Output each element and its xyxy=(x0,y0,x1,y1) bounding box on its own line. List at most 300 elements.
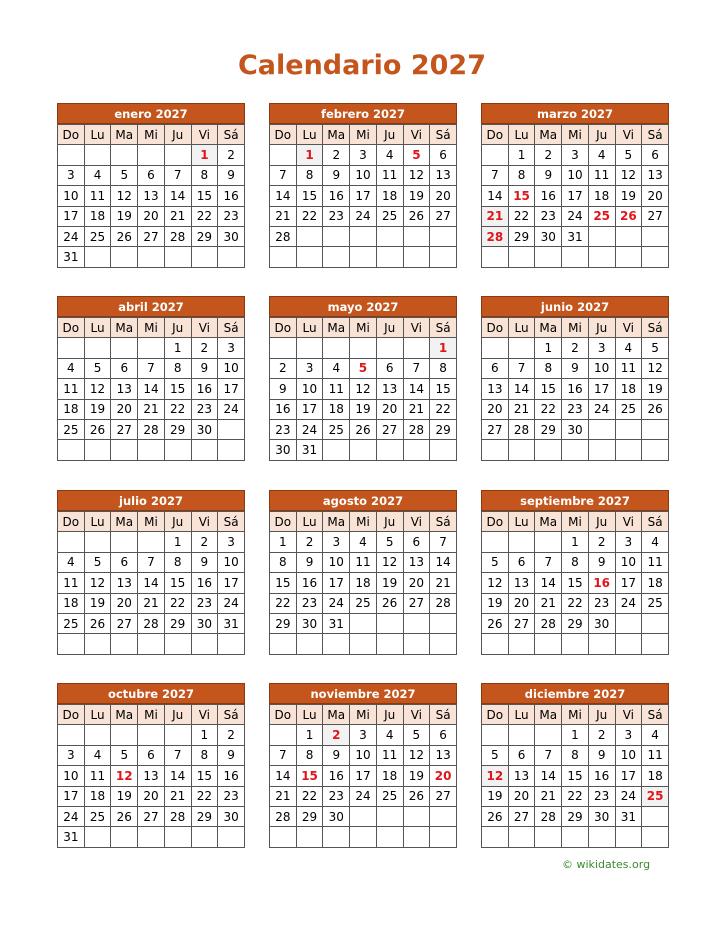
month-title: diciembre 2027 xyxy=(481,683,669,704)
empty-day-cell xyxy=(296,247,323,267)
empty-day-cell xyxy=(138,634,165,654)
week-row xyxy=(58,165,245,185)
day-cell: 25 xyxy=(615,399,642,419)
week-row xyxy=(58,379,245,399)
month-title: junio 2027 xyxy=(481,296,669,317)
day-cell: 9 xyxy=(191,552,218,572)
empty-day-cell xyxy=(535,532,562,552)
day-cell: 25 xyxy=(84,806,111,826)
empty-day-cell xyxy=(350,338,377,358)
week-row xyxy=(270,766,457,786)
weekday-label: Lu xyxy=(508,705,535,725)
day-cell: 9 xyxy=(588,745,615,765)
day-cell: 13 xyxy=(430,165,457,185)
day-cell: 20 xyxy=(111,399,138,419)
day-cell: 10 xyxy=(350,165,377,185)
day-cell: 15 xyxy=(296,186,323,206)
week-row xyxy=(58,573,245,593)
day-cell: 23 xyxy=(191,593,218,613)
day-cell: 18 xyxy=(84,206,111,226)
week-row xyxy=(58,338,245,358)
day-cell: 30 xyxy=(588,806,615,826)
weekday-label: Ma xyxy=(535,125,562,145)
day-cell: 3 xyxy=(323,532,350,552)
weekday-label: Mi xyxy=(562,705,589,725)
day-cell: 17 xyxy=(615,766,642,786)
day-cell: 19 xyxy=(111,786,138,806)
day-cell: 2 xyxy=(323,145,350,165)
week-row xyxy=(482,440,669,460)
month-title: octubre 2027 xyxy=(57,683,245,704)
day-cell: 10 xyxy=(218,358,245,378)
weekday-label: Ma xyxy=(535,705,562,725)
week-row xyxy=(270,379,457,399)
empty-day-cell xyxy=(270,634,297,654)
day-cell: 24 xyxy=(615,593,642,613)
day-cell: 6 xyxy=(508,552,535,572)
weekday-label: Mi xyxy=(562,512,589,532)
weekday-label: Do xyxy=(270,318,297,338)
week-row xyxy=(58,766,245,786)
empty-day-cell xyxy=(164,827,191,847)
empty-day-cell xyxy=(111,634,138,654)
empty-day-cell xyxy=(430,226,457,246)
day-cell: 21 xyxy=(430,573,457,593)
empty-day-cell xyxy=(58,532,85,552)
weekday-label: Ju xyxy=(376,125,403,145)
weekday-label: Do xyxy=(482,125,509,145)
empty-day-cell xyxy=(191,634,218,654)
day-cell: 18 xyxy=(58,593,85,613)
weekday-label: Lu xyxy=(508,512,535,532)
day-cell: 29 xyxy=(296,806,323,826)
week-row xyxy=(270,552,457,572)
empty-day-cell xyxy=(508,247,535,267)
day-cell: 25 xyxy=(376,786,403,806)
day-cell: 10 xyxy=(296,379,323,399)
empty-day-cell xyxy=(482,338,509,358)
day-cell: 11 xyxy=(588,165,615,185)
week-row xyxy=(270,806,457,826)
day-cell: 18 xyxy=(615,379,642,399)
week-row xyxy=(482,358,669,378)
day-cell: 17 xyxy=(323,573,350,593)
day-cell: 3 xyxy=(615,725,642,745)
day-cell: 22 xyxy=(296,206,323,226)
day-cell: 25 xyxy=(642,593,669,613)
month-table xyxy=(269,511,457,655)
week-row xyxy=(58,399,245,419)
month-block xyxy=(57,490,245,655)
day-cell: 13 xyxy=(508,766,535,786)
day-cell: 20 xyxy=(508,786,535,806)
day-cell: 2 xyxy=(218,725,245,745)
day-cell: 5 xyxy=(615,145,642,165)
day-cell: 11 xyxy=(84,186,111,206)
empty-day-cell xyxy=(350,806,377,826)
day-cell: 12 xyxy=(403,745,430,765)
weekday-label: Do xyxy=(270,512,297,532)
day-cell: 19 xyxy=(403,186,430,206)
day-cell: 8 xyxy=(508,165,535,185)
day-cell: 27 xyxy=(508,613,535,633)
weekday-label: Mi xyxy=(350,125,377,145)
day-cell: 24 xyxy=(350,206,377,226)
empty-day-cell xyxy=(111,827,138,847)
weekday-label: Mi xyxy=(562,125,589,145)
empty-day-cell xyxy=(376,440,403,460)
day-cell: 22 xyxy=(535,399,562,419)
empty-day-cell xyxy=(350,226,377,246)
page-title: Calendario 2027 xyxy=(237,50,487,81)
weekday-row xyxy=(482,512,669,532)
week-row xyxy=(270,206,457,226)
holiday-day-cell: 28 xyxy=(482,226,509,246)
day-cell: 7 xyxy=(270,745,297,765)
day-cell: 1 xyxy=(270,532,297,552)
empty-day-cell xyxy=(482,827,509,847)
weekday-label: Do xyxy=(58,318,85,338)
day-cell: 5 xyxy=(111,745,138,765)
month-block xyxy=(269,296,457,461)
month-table xyxy=(269,317,457,461)
day-cell: 28 xyxy=(535,613,562,633)
weekday-label: Ju xyxy=(164,125,191,145)
weekday-row xyxy=(58,318,245,338)
day-cell: 23 xyxy=(323,786,350,806)
empty-day-cell xyxy=(403,806,430,826)
empty-day-cell xyxy=(58,725,85,745)
weekday-label: Do xyxy=(270,125,297,145)
weekday-label: Ma xyxy=(323,125,350,145)
week-row xyxy=(58,827,245,847)
empty-day-cell xyxy=(350,634,377,654)
empty-day-cell xyxy=(376,226,403,246)
day-cell: 19 xyxy=(482,593,509,613)
week-row xyxy=(58,532,245,552)
empty-day-cell xyxy=(138,145,165,165)
day-cell: 21 xyxy=(535,786,562,806)
day-cell: 6 xyxy=(111,358,138,378)
day-cell: 15 xyxy=(164,573,191,593)
weekday-label: Mi xyxy=(350,512,377,532)
month-title: agosto 2027 xyxy=(269,490,457,511)
empty-day-cell xyxy=(482,532,509,552)
day-cell: 27 xyxy=(508,806,535,826)
week-row xyxy=(482,786,669,806)
day-cell: 3 xyxy=(588,338,615,358)
month-table xyxy=(57,704,245,848)
week-row xyxy=(270,573,457,593)
week-row xyxy=(270,165,457,185)
weekday-label: Lu xyxy=(296,125,323,145)
day-cell: 6 xyxy=(111,552,138,572)
empty-day-cell xyxy=(58,338,85,358)
empty-day-cell xyxy=(84,247,111,267)
weekday-label: Do xyxy=(482,318,509,338)
week-row xyxy=(58,786,245,806)
day-cell: 17 xyxy=(562,186,589,206)
day-cell: 14 xyxy=(164,766,191,786)
week-row xyxy=(270,358,457,378)
day-cell: 13 xyxy=(138,766,165,786)
day-cell: 20 xyxy=(430,186,457,206)
day-cell: 14 xyxy=(138,573,165,593)
weekday-label: Vi xyxy=(615,318,642,338)
week-row xyxy=(270,399,457,419)
day-cell: 27 xyxy=(403,593,430,613)
empty-day-cell xyxy=(615,634,642,654)
empty-day-cell xyxy=(111,532,138,552)
day-cell: 24 xyxy=(588,399,615,419)
day-cell: 29 xyxy=(191,806,218,826)
day-cell: 30 xyxy=(191,613,218,633)
day-cell: 7 xyxy=(164,745,191,765)
day-cell: 7 xyxy=(270,165,297,185)
empty-day-cell xyxy=(138,532,165,552)
holiday-day-cell: 5 xyxy=(403,145,430,165)
day-cell: 16 xyxy=(218,186,245,206)
weekday-label: Sá xyxy=(430,125,457,145)
week-row xyxy=(58,725,245,745)
day-cell: 15 xyxy=(191,186,218,206)
week-row xyxy=(270,786,457,806)
day-cell: 6 xyxy=(642,145,669,165)
weekday-row xyxy=(482,318,669,338)
holiday-day-cell: 25 xyxy=(642,786,669,806)
weekday-label: Sá xyxy=(642,512,669,532)
week-row xyxy=(482,593,669,613)
empty-day-cell xyxy=(615,419,642,439)
empty-day-cell xyxy=(403,226,430,246)
day-cell: 22 xyxy=(562,593,589,613)
empty-day-cell xyxy=(218,440,245,460)
day-cell: 12 xyxy=(642,358,669,378)
empty-day-cell xyxy=(376,827,403,847)
empty-day-cell xyxy=(403,247,430,267)
month-block xyxy=(481,296,669,461)
weekday-label: Vi xyxy=(403,705,430,725)
day-cell: 29 xyxy=(164,419,191,439)
day-cell: 25 xyxy=(84,226,111,246)
day-cell: 4 xyxy=(588,145,615,165)
day-cell: 2 xyxy=(191,338,218,358)
day-cell: 4 xyxy=(615,338,642,358)
weekday-label: Ju xyxy=(588,512,615,532)
day-cell: 6 xyxy=(138,165,165,185)
weekday-label: Ma xyxy=(111,125,138,145)
day-cell: 10 xyxy=(588,358,615,378)
week-row xyxy=(270,186,457,206)
day-cell: 7 xyxy=(482,165,509,185)
empty-day-cell xyxy=(218,419,245,439)
day-cell: 18 xyxy=(350,573,377,593)
day-cell: 13 xyxy=(482,379,509,399)
day-cell: 11 xyxy=(323,379,350,399)
day-cell: 8 xyxy=(164,552,191,572)
day-cell: 30 xyxy=(270,440,297,460)
day-cell: 23 xyxy=(270,419,297,439)
day-cell: 7 xyxy=(508,358,535,378)
day-cell: 8 xyxy=(164,358,191,378)
empty-day-cell xyxy=(642,827,669,847)
week-row xyxy=(58,634,245,654)
day-cell: 19 xyxy=(403,766,430,786)
day-cell: 30 xyxy=(535,226,562,246)
day-cell: 19 xyxy=(84,399,111,419)
empty-day-cell xyxy=(535,725,562,745)
day-cell: 27 xyxy=(642,206,669,226)
day-cell: 9 xyxy=(218,165,245,185)
day-cell: 17 xyxy=(218,573,245,593)
weekday-label: Mi xyxy=(138,512,165,532)
weekday-label: Vi xyxy=(191,318,218,338)
empty-day-cell xyxy=(323,338,350,358)
empty-day-cell xyxy=(111,145,138,165)
weekday-label: Sá xyxy=(430,512,457,532)
day-cell: 29 xyxy=(191,226,218,246)
week-row xyxy=(270,247,457,267)
weekday-label: Sá xyxy=(430,318,457,338)
empty-day-cell xyxy=(84,145,111,165)
day-cell: 24 xyxy=(323,593,350,613)
month-table xyxy=(57,124,245,268)
weekday-row xyxy=(58,705,245,725)
empty-day-cell xyxy=(58,634,85,654)
empty-day-cell xyxy=(562,440,589,460)
month-title: septiembre 2027 xyxy=(481,490,669,511)
holiday-day-cell: 20 xyxy=(430,766,457,786)
empty-day-cell xyxy=(350,613,377,633)
day-cell: 2 xyxy=(191,532,218,552)
day-cell: 31 xyxy=(323,613,350,633)
weekday-label: Lu xyxy=(508,318,535,338)
week-row xyxy=(482,573,669,593)
month-title: mayo 2027 xyxy=(269,296,457,317)
weekday-label: Do xyxy=(270,705,297,725)
day-cell: 21 xyxy=(403,399,430,419)
empty-day-cell xyxy=(111,247,138,267)
day-cell: 6 xyxy=(403,532,430,552)
day-cell: 24 xyxy=(350,786,377,806)
day-cell: 19 xyxy=(482,786,509,806)
day-cell: 23 xyxy=(588,786,615,806)
day-cell: 29 xyxy=(562,806,589,826)
month-title: noviembre 2027 xyxy=(269,683,457,704)
day-cell: 30 xyxy=(218,806,245,826)
day-cell: 5 xyxy=(84,358,111,378)
day-cell: 22 xyxy=(164,399,191,419)
weekday-row xyxy=(482,705,669,725)
day-cell: 28 xyxy=(403,419,430,439)
empty-day-cell xyxy=(615,226,642,246)
day-cell: 22 xyxy=(296,786,323,806)
day-cell: 5 xyxy=(376,532,403,552)
week-row xyxy=(58,358,245,378)
empty-day-cell xyxy=(535,247,562,267)
empty-day-cell xyxy=(296,827,323,847)
day-cell: 18 xyxy=(58,399,85,419)
day-cell: 13 xyxy=(111,379,138,399)
day-cell: 22 xyxy=(430,399,457,419)
weekday-label: Ju xyxy=(376,512,403,532)
week-row xyxy=(270,613,457,633)
weekday-label: Ma xyxy=(323,512,350,532)
day-cell: 9 xyxy=(218,745,245,765)
day-cell: 4 xyxy=(58,552,85,572)
empty-day-cell xyxy=(84,634,111,654)
day-cell: 17 xyxy=(350,186,377,206)
day-cell: 5 xyxy=(482,552,509,572)
week-row xyxy=(270,745,457,765)
day-cell: 11 xyxy=(376,745,403,765)
month-table xyxy=(269,124,457,268)
empty-day-cell xyxy=(323,634,350,654)
week-row xyxy=(58,226,245,246)
day-cell: 10 xyxy=(350,745,377,765)
day-cell: 17 xyxy=(218,379,245,399)
day-cell: 22 xyxy=(562,786,589,806)
day-cell: 14 xyxy=(482,186,509,206)
weekday-label: Vi xyxy=(191,512,218,532)
month-table xyxy=(481,317,669,461)
week-row xyxy=(270,725,457,745)
day-cell: 14 xyxy=(535,573,562,593)
empty-day-cell xyxy=(508,634,535,654)
empty-day-cell xyxy=(482,247,509,267)
empty-day-cell xyxy=(588,419,615,439)
day-cell: 17 xyxy=(615,573,642,593)
day-cell: 13 xyxy=(376,379,403,399)
day-cell: 1 xyxy=(508,145,535,165)
day-cell: 26 xyxy=(111,226,138,246)
holiday-day-cell: 25 xyxy=(588,206,615,226)
empty-day-cell xyxy=(164,145,191,165)
empty-day-cell xyxy=(58,145,85,165)
month-table xyxy=(481,704,669,848)
day-cell: 11 xyxy=(58,379,85,399)
week-row xyxy=(270,226,457,246)
day-cell: 4 xyxy=(58,358,85,378)
month-table xyxy=(57,511,245,655)
weekday-label: Lu xyxy=(296,318,323,338)
weekday-label: Lu xyxy=(84,705,111,725)
day-cell: 1 xyxy=(562,532,589,552)
weekday-row xyxy=(58,512,245,532)
day-cell: 14 xyxy=(138,379,165,399)
day-cell: 7 xyxy=(535,745,562,765)
day-cell: 27 xyxy=(482,419,509,439)
day-cell: 17 xyxy=(350,766,377,786)
empty-day-cell xyxy=(482,440,509,460)
weekday-label: Ju xyxy=(376,705,403,725)
week-row xyxy=(482,827,669,847)
weekday-label: Ma xyxy=(535,318,562,338)
day-cell: 26 xyxy=(403,206,430,226)
day-cell: 1 xyxy=(164,532,191,552)
day-cell: 31 xyxy=(562,226,589,246)
day-cell: 15 xyxy=(164,379,191,399)
day-cell: 27 xyxy=(111,613,138,633)
weekday-label: Lu xyxy=(84,125,111,145)
day-cell: 3 xyxy=(615,532,642,552)
holiday-day-cell: 12 xyxy=(111,766,138,786)
day-cell: 23 xyxy=(323,206,350,226)
empty-day-cell xyxy=(403,827,430,847)
holiday-day-cell: 2 xyxy=(323,725,350,745)
week-row xyxy=(482,399,669,419)
day-cell: 1 xyxy=(535,338,562,358)
